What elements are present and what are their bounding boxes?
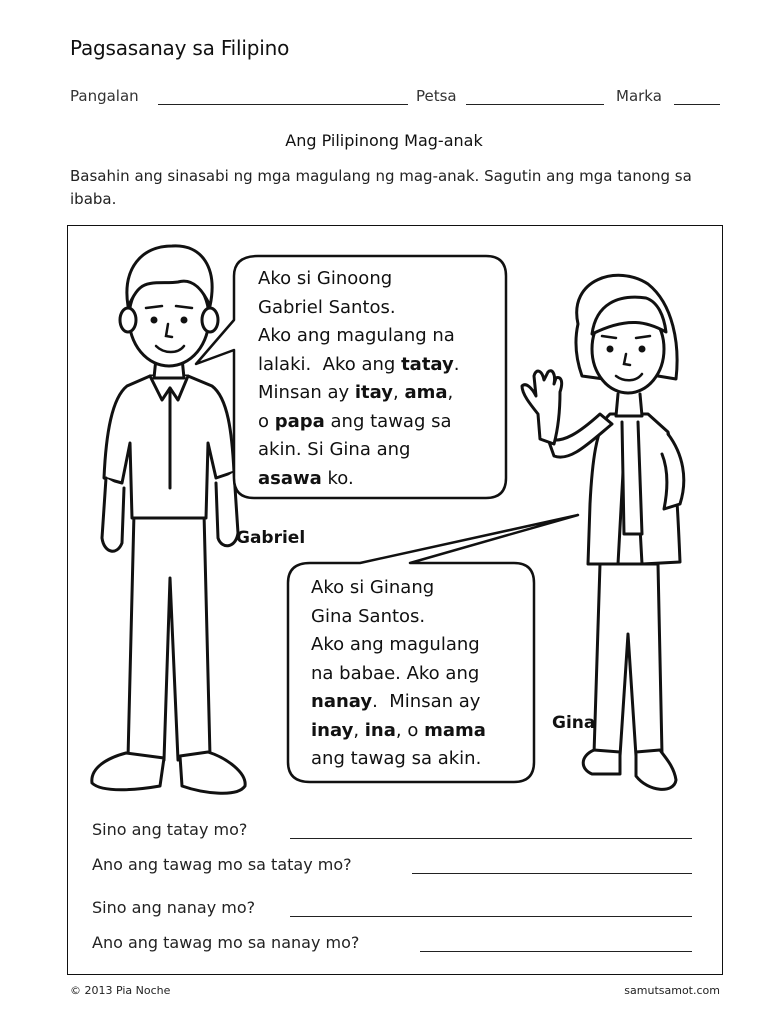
question-text: Ano ang tawag mo sa nanay mo? (92, 933, 360, 952)
worksheet-title: Pagsasanay sa Filipino (70, 36, 290, 60)
name-label: Pangalan (70, 87, 139, 105)
question-2 (92, 855, 692, 881)
section-title: Ang Pilipinong Mag-anak (285, 131, 483, 150)
answer-field[interactable] (290, 916, 692, 917)
question-text: Ano ang tawag mo sa tatay mo? (92, 855, 352, 874)
mother-speech-bubble (311, 574, 535, 774)
father-speech-line: asawa ko. (258, 467, 354, 489)
keyword-inay: inay (311, 719, 354, 741)
father-speech-line: o papa ang tawag sa (258, 410, 452, 432)
mother-speech-line: Gina Santos. (311, 605, 426, 627)
keyword-asawa: asawa (258, 467, 322, 489)
keyword-papa: papa (274, 410, 325, 432)
father-speech-bubble (258, 265, 506, 493)
question-text: Sino ang tatay mo? (92, 820, 248, 839)
father-speech-line: akin. Si Gina ang (258, 439, 411, 460)
mother-speech-line: na babae. Ako ang (311, 662, 480, 684)
answer-field[interactable] (420, 951, 692, 952)
father-speech-line: Ako ang magulang na (258, 325, 455, 346)
score-label: Marka (616, 87, 662, 105)
keyword-ama: ama (404, 382, 448, 403)
mother-speech-line: ang tawag sa akin. (311, 748, 482, 769)
father-speech-line: Minsan ay itay, ama, (258, 382, 454, 403)
father-speech-line: lalaki. Ako ang tatay. (258, 353, 460, 375)
keyword-nanay: nanay (311, 691, 373, 712)
keyword-tatay: tatay (401, 353, 454, 375)
mother-speech-line: Ako si Ginang (311, 577, 435, 598)
keyword-ina: ina (364, 719, 396, 741)
keyword-itay: itay (354, 382, 393, 403)
father-speech-line: Gabriel Santos. (258, 296, 396, 318)
keyword-mama: mama (424, 719, 486, 741)
mother-speech-line: Ako ang magulang (311, 634, 480, 655)
question-1 (92, 820, 692, 846)
site-url: samutsamot.com (624, 984, 720, 997)
instructions-text: Basahin ang sinasabi ng mga magulang ng mag-anak. Sagutin ang mga tanong sa ibaba. (70, 167, 692, 208)
question-4 (92, 933, 692, 959)
mother-name-label: Gina (552, 713, 596, 733)
answer-field[interactable] (290, 838, 692, 839)
date-label: Petsa (416, 87, 457, 105)
father-speech-line: Ako si Ginoong (258, 268, 393, 289)
question-3 (92, 898, 692, 924)
mother-speech-line: inay, ina, o mama (311, 719, 486, 741)
answer-field[interactable] (412, 873, 692, 874)
copyright-text: © 2013 Pia Noche (70, 984, 171, 997)
mother-speech-line: nanay. Minsan ay (311, 691, 481, 712)
question-text: Sino ang nanay mo? (92, 898, 256, 917)
father-name-label: Gabriel (236, 528, 306, 548)
